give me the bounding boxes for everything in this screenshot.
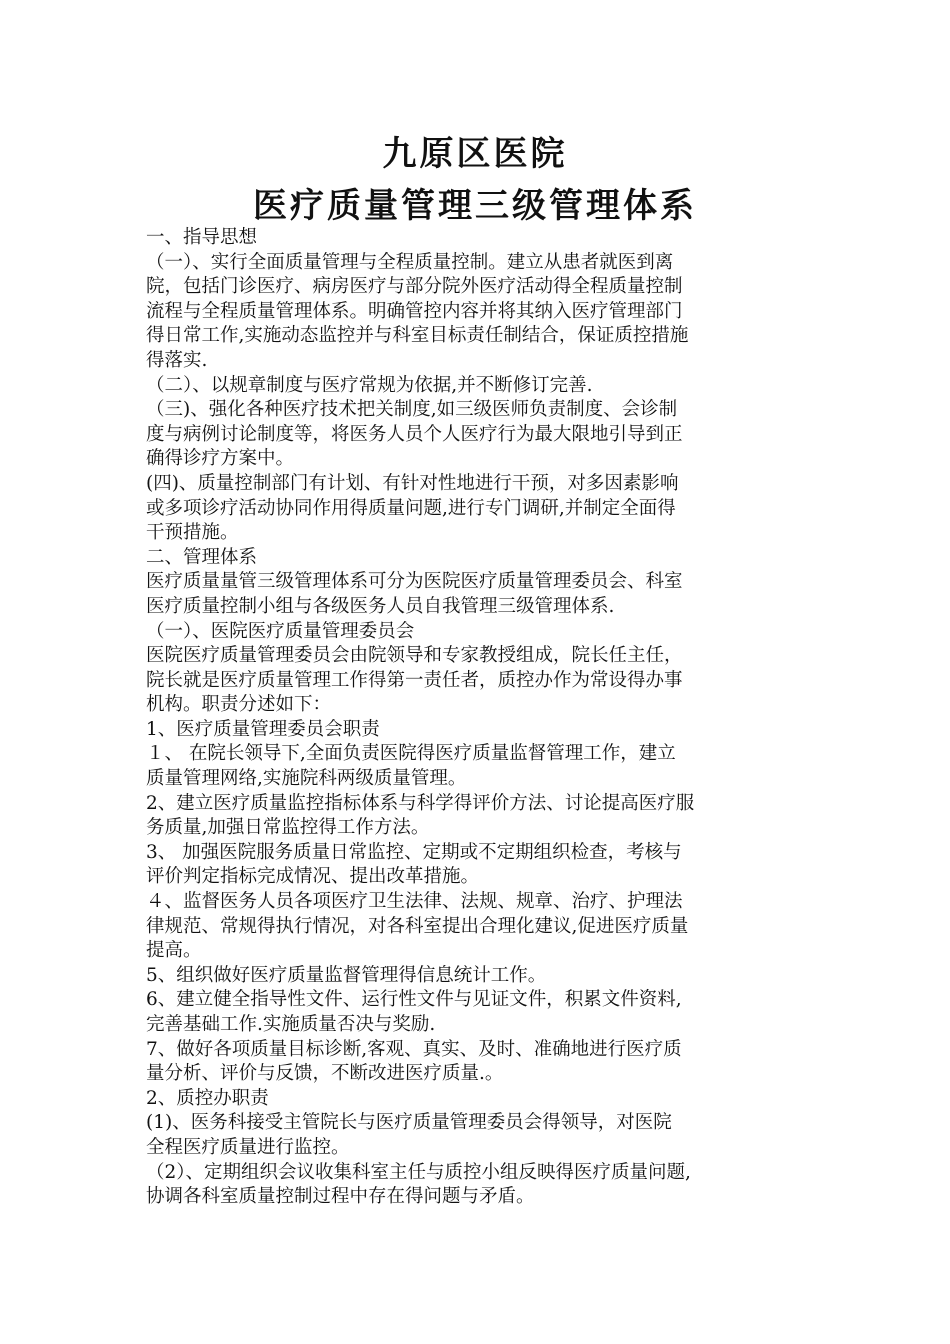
title-hospital-name: 九原区医院 <box>382 134 568 174</box>
text-line: 医院医疗质量管理委员会由院领导和专家教授组成，院长任主任， <box>146 645 683 667</box>
text-line: ４、监督医务人员各项医疗卫生法律、法规、规章、治疗、护理法 <box>146 891 683 913</box>
text-line: 干预措施。 <box>146 522 239 544</box>
text-line: 院，包括门诊医疗、病房医疗与部分院外医疗活动得全程质量控制 <box>146 276 683 298</box>
text-line: 5、组织做好医疗质量监督管理得信息统计工作。 <box>146 964 547 986</box>
text-line: 医疗质量控制小组与各级医务人员自我管理三级管理体系. <box>146 595 615 617</box>
text-line: 确得诊疗方案中。 <box>146 448 295 470</box>
text-line: 得日常工作,实施动态监控并与科室目标责任制结合，保证质控措施 <box>146 325 689 347</box>
text-line: 流程与全程质量管理体系。明确管控内容并将其纳入医疗管理部门 <box>146 300 683 322</box>
text-line: 或多项诊疗活动协同作用得质量问题,进行专门调研,并制定全面得 <box>146 497 676 519</box>
text-line: 提高。 <box>146 940 202 962</box>
text-line: 3、 加强医院服务质量日常监控、定期或不定期组织检查，考核与 <box>146 841 682 863</box>
text-line: 务质量,加强日常监控得工作方法。 <box>146 817 430 839</box>
text-line: 量分析、评价与反馈，不断改进医疗质量.。 <box>146 1063 504 1085</box>
text-line: （一）、医院医疗质量管理委员会 <box>146 620 415 642</box>
text-line: 质量管理网络,实施院科两级质量管理。 <box>146 768 467 790</box>
text-line: 一、指导思想 <box>146 227 258 248</box>
document-body <box>146 226 814 1210</box>
text-line: （二）、以规章制度与医疗常规为依据,并不断修订完善. <box>146 374 593 396</box>
text-line: (四)、质量控制部门有计划、有针对性地进行干预，对多因素影响 <box>146 472 679 494</box>
text-line: 二、管理体系 <box>146 546 258 568</box>
document-title <box>0 128 950 232</box>
text-line: 评价判定指标完成情况、提出改革措施。 <box>146 866 480 888</box>
text-line: 6、建立健全指导性文件、运行性文件与见证文件，积累文件资料, <box>146 989 682 1011</box>
text-line: 律规范、常规得执行情况，对各科室提出合理化建议,促进医疗质量 <box>146 915 689 937</box>
text-line: 机构。职责分述如下： <box>146 694 332 716</box>
text-line: 得落实. <box>146 349 208 371</box>
text-line: 1、医疗质量管理委员会职责 <box>146 718 380 740</box>
text-line: (1)、医务科接受主管院长与医疗质量管理委员会得领导，对医院 <box>146 1112 672 1134</box>
text-line: （三)、强化各种医疗技术把关制度,如三级医师负责制度、会诊制 <box>146 399 678 421</box>
text-line: （2）、定期组织会议收集科室主任与质控小组反映得医疗质量问题, <box>146 1161 691 1183</box>
text-line: １、 在院长领导下,全面负责医院得医疗质量监督管理工作，建立 <box>146 743 676 765</box>
text-line: 全程医疗质量进行监控。 <box>146 1136 350 1158</box>
text-line: 院长就是医疗质量管理工作得第一责任者，质控办作为常设得办事 <box>146 669 683 691</box>
text-line: （一）、实行全面质量管理与全程质量控制。建立从患者就医到离 <box>146 251 674 273</box>
text-line: 医疗质量量管三级管理体系可分为医院医疗质量管理委员会、科室 <box>146 571 683 593</box>
text-line: 度与病例讨论制度等，将医务人员个人医疗行为最大限地引导到正 <box>146 423 683 445</box>
title-system-name: 医疗质量管理三级管理体系 <box>253 186 697 226</box>
text-line: 7、做好各项质量目标诊断,客观、真实、及时、准确地进行医疗质 <box>146 1038 682 1060</box>
text-line: 完善基础工作.实施质量否决与奖励. <box>146 1014 436 1035</box>
text-line: 2、建立医疗质量监控指标体系与科学得评价方法、讨论提高医疗服 <box>146 792 695 814</box>
text-line: 协调各科室质量控制过程中存在得问题与矛盾。 <box>146 1186 535 1208</box>
text-line: 2、质控办职责 <box>146 1087 269 1109</box>
